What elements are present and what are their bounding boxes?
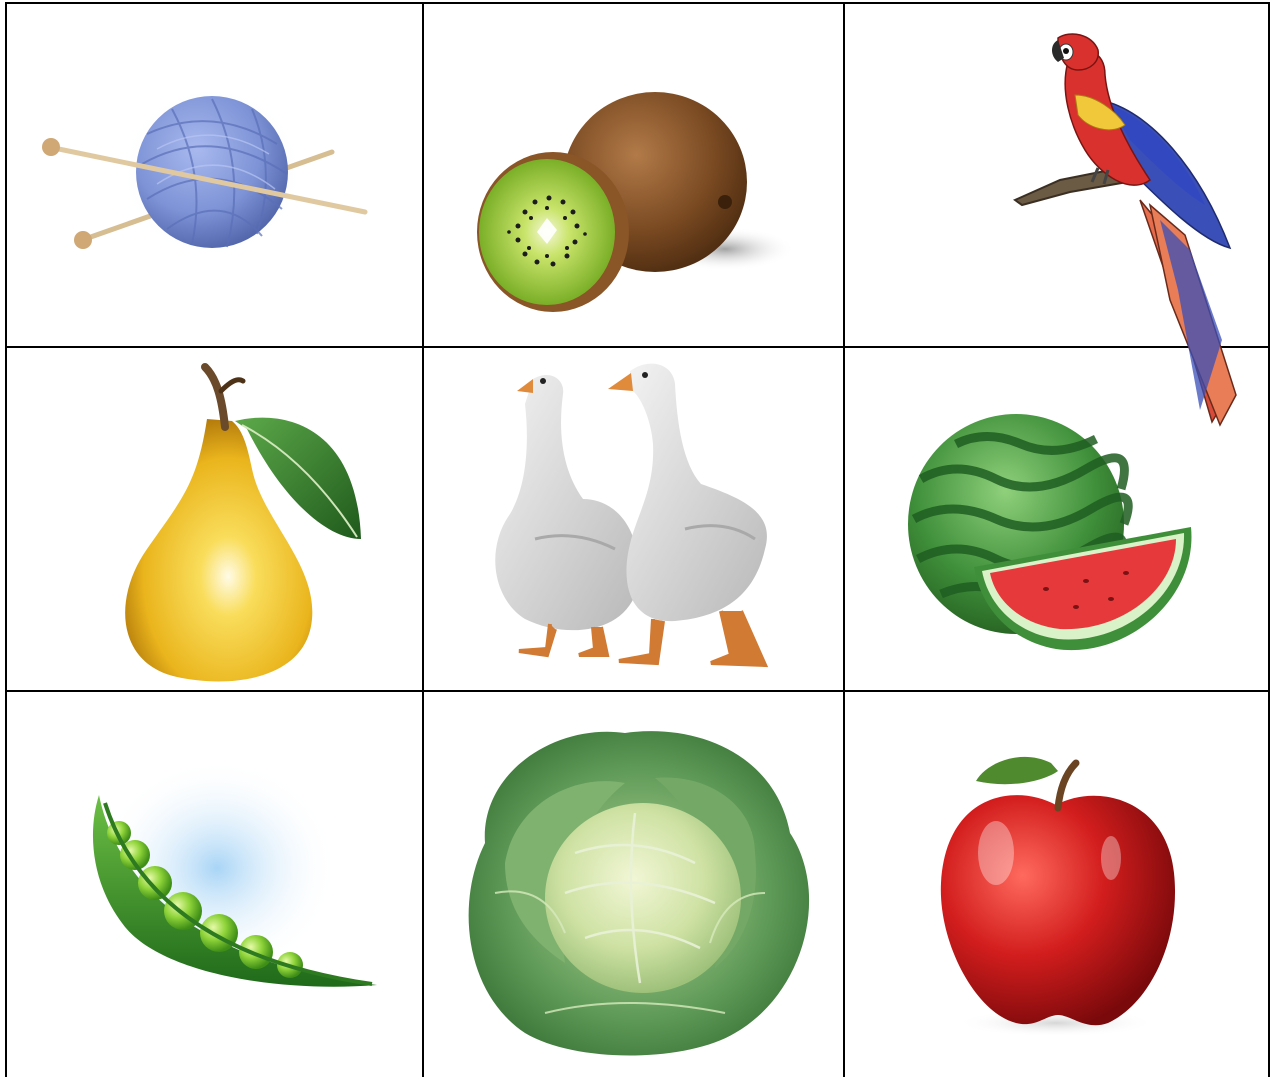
card-kiwi: [425, 4, 843, 346]
card-yarn: [7, 4, 422, 346]
pear-icon: [7, 349, 422, 690]
red-apple-icon: [846, 693, 1267, 1077]
card-watermelon: [846, 349, 1267, 690]
card-cabbage: [425, 693, 843, 1077]
pea-pod-icon: [7, 693, 422, 1077]
kiwi-fruit-icon: [425, 4, 843, 346]
geese-pair-icon: [425, 349, 843, 690]
yarn-ball-with-knitting-needles-icon: [7, 4, 422, 346]
card-apple: [846, 693, 1267, 1077]
card-pear: [7, 349, 422, 690]
card-peas: [7, 693, 422, 1077]
watermelon-icon: [846, 349, 1267, 690]
cabbage-icon: [425, 693, 843, 1077]
card-parrot: [846, 4, 1267, 346]
card-geese: [425, 349, 843, 690]
